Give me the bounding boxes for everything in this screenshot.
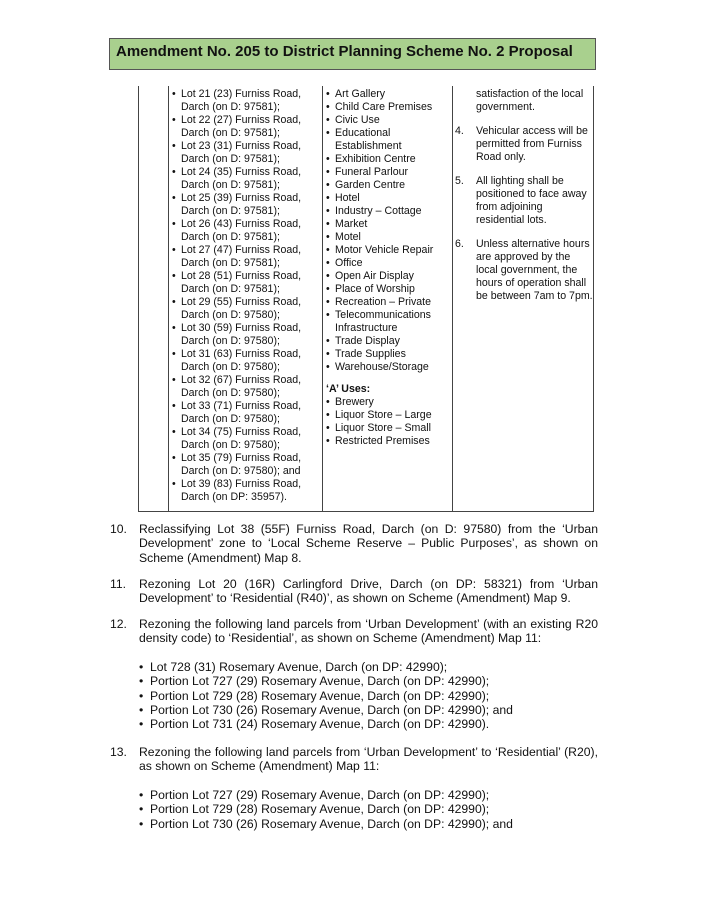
lot-item	[172, 244, 322, 270]
lot-item	[172, 426, 322, 452]
lot-line-2: Darch (on D: 97580); and	[181, 465, 301, 477]
lot-line-1: • Lot 25 (39) Furniss Road,	[181, 192, 302, 204]
condition-number: 4.	[455, 125, 464, 137]
lots-list	[172, 88, 322, 504]
parcel-item: • Portion Lot 729 (28) Rosemary Avenue, Darch (on DP: 42990);	[139, 802, 598, 816]
item-number: 13.	[110, 745, 127, 759]
lot-item	[172, 114, 322, 140]
use-item: • Child Care Premises	[326, 101, 448, 114]
condition-continued-text: satisfaction of the local government.	[476, 88, 584, 113]
lot-line-1: • Lot 35 (79) Furniss Road,	[181, 452, 302, 464]
condition-text: All lighting shall be positioned to face away from adjoining residential lots.	[476, 175, 587, 226]
use-item: • Warehouse/Storage	[326, 361, 448, 374]
lot-line-1: • Lot 31 (63) Furniss Road,	[181, 348, 302, 360]
condition-number: 5.	[455, 175, 464, 187]
lot-line-2: Darch (on D: 97580);	[181, 335, 280, 347]
use-item: • Educational Establishment	[326, 127, 448, 153]
lot-line-1: • Lot 21 (23) Furniss Road,	[181, 88, 302, 100]
lot-line-1: • Lot 28 (51) Furniss Road,	[181, 270, 302, 282]
lot-item	[172, 88, 322, 114]
lot-line-2: Darch (on D: 97580);	[181, 361, 280, 373]
lot-line-2: Darch (on D: 97580);	[181, 387, 280, 399]
lot-item	[172, 348, 322, 374]
lot-line-2: Darch (on D: 97581);	[181, 231, 280, 243]
item-12	[110, 617, 598, 732]
lot-line-1: • Lot 34 (75) Furniss Road,	[181, 426, 302, 438]
use-item: • Motel	[326, 231, 448, 244]
condition-text: Vehicular access will be permitted from Furniss Road only.	[476, 125, 588, 163]
table-divider	[168, 86, 169, 511]
table-divider	[322, 86, 323, 511]
condition-number: 6.	[455, 238, 464, 250]
lot-line-1: • Lot 22 (27) Furniss Road,	[181, 114, 302, 126]
lot-line-1: • Lot 27 (47) Furniss Road,	[181, 244, 302, 256]
use-item: • Art Gallery	[326, 88, 448, 101]
condition-item	[455, 238, 593, 303]
item-13	[110, 745, 598, 831]
lot-line-1: • Lot 23 (31) Furniss Road,	[181, 140, 302, 152]
use-item: • Office	[326, 257, 448, 270]
lot-item	[172, 218, 322, 244]
lot-line-2: Darch (on D: 97581);	[181, 179, 280, 191]
use-item: • Liquor Store – Large	[326, 409, 448, 422]
use-item: • Open Air Display	[326, 270, 448, 283]
a-uses-heading: ‘A’ Uses:	[326, 383, 371, 395]
lot-line-2: Darch (on D: 97581);	[181, 257, 280, 269]
use-item: • Funeral Parlour	[326, 166, 448, 179]
lot-line-2: Darch (on D: 97581);	[181, 205, 280, 217]
lot-line-1: • Lot 39 (83) Furniss Road,	[181, 478, 302, 490]
page-header	[109, 38, 596, 70]
lot-line-2: Darch (on D: 97581);	[181, 101, 280, 113]
parcel-item: • Portion Lot 727 (29) Rosemary Avenue, Darch (on DP: 42990);	[139, 788, 598, 802]
parcel-item: • Portion Lot 730 (26) Rosemary Avenue, Darch (on DP: 42990); and	[139, 703, 598, 717]
lot-item	[172, 140, 322, 166]
use-item: • Hotel	[326, 192, 448, 205]
parcel-item: • Lot 728 (31) Rosemary Avenue, Darch (on DP: 42990);	[139, 660, 598, 674]
lot-line-1: • Lot 32 (67) Furniss Road,	[181, 374, 302, 386]
lot-item	[172, 452, 322, 478]
lot-line-2: Darch (on D: 97581);	[181, 283, 280, 295]
use-item: • Civic Use	[326, 114, 448, 127]
lot-item	[172, 478, 322, 504]
lot-item	[172, 322, 322, 348]
item-text: Rezoning Lot 20 (16R) Carlingford Drive, Darch (on DP: 58321) from ‘Urban Development’ to ‘Residential (R40)’, as shown on Scheme (Amendment) Map 9.	[139, 577, 598, 606]
item-12-parcel-list	[139, 660, 598, 732]
conditions-list	[455, 125, 593, 303]
condition-item	[455, 125, 593, 164]
page-title: Amendment No. 205 to District Planning Scheme No. 2 Proposal	[116, 43, 573, 60]
use-item: • Motor Vehicle Repair	[326, 244, 448, 257]
use-item: • Market	[326, 218, 448, 231]
lot-line-2: Darch (on D: 97580);	[181, 309, 280, 321]
use-item: • Trade Display	[326, 335, 448, 348]
lot-line-1: • Lot 26 (43) Furniss Road,	[181, 218, 302, 230]
lot-item	[172, 166, 322, 192]
use-item: • Garden Centre	[326, 179, 448, 192]
lot-item	[172, 296, 322, 322]
parcel-item: • Portion Lot 727 (29) Rosemary Avenue, Darch (on DP: 42990);	[139, 674, 598, 688]
lots-column	[172, 88, 322, 504]
lot-item	[172, 374, 322, 400]
lot-line-1: • Lot 24 (35) Furniss Road,	[181, 166, 302, 178]
use-item: • Brewery	[326, 396, 448, 409]
lot-line-2: Darch (on D: 97580);	[181, 413, 280, 425]
lot-item	[172, 400, 322, 426]
use-item: • Industry – Cottage	[326, 205, 448, 218]
lot-line-2: Darch (on D: 97581);	[181, 153, 280, 165]
lot-item	[172, 270, 322, 296]
item-11	[110, 577, 598, 606]
lot-line-2: Darch (on DP: 35957).	[181, 491, 287, 503]
lot-line-2: Darch (on D: 97581);	[181, 127, 280, 139]
uses-column	[326, 88, 448, 448]
item-text: Rezoning the following land parcels from ‘Urban Development’ to ‘Residential’ (R20), as shown on Scheme (Amendment) Map 11:	[139, 745, 598, 774]
parcel-item: • Portion Lot 730 (26) Rosemary Avenue, Darch (on DP: 42990); and	[139, 817, 598, 831]
use-item: • Liquor Store – Small	[326, 422, 448, 435]
table-divider	[452, 86, 453, 511]
lot-line-1: • Lot 30 (59) Furniss Road,	[181, 322, 302, 334]
item-13-parcel-list	[139, 788, 598, 831]
item-number: 12.	[110, 617, 127, 631]
item-number: 10.	[110, 522, 127, 536]
zoning-table	[138, 86, 594, 512]
use-item: • Restricted Premises	[326, 435, 448, 448]
lot-line-1: • Lot 29 (55) Furniss Road,	[181, 296, 302, 308]
condition-item	[455, 175, 593, 227]
item-text: Reclassifying Lot 38 (55F) Furniss Road, Darch (on D: 97580) from the ‘Urban Development’ zone to ‘Local Scheme Reserve – Public Purposes’, as shown on Scheme (Amendment) Map 8.	[139, 522, 598, 565]
lot-line-2: Darch (on D: 97580);	[181, 439, 280, 451]
a-uses-list	[326, 396, 448, 448]
use-item: • Place of Worship	[326, 283, 448, 296]
item-10	[110, 522, 598, 565]
use-item: • Telecommunications Infrastructure	[326, 309, 448, 335]
parcel-item: • Portion Lot 729 (28) Rosemary Avenue, Darch (on DP: 42990);	[139, 689, 598, 703]
use-item: • Trade Supplies	[326, 348, 448, 361]
parcel-item: • Portion Lot 731 (24) Rosemary Avenue, Darch (on DP: 42990).	[139, 717, 598, 731]
use-item: • Recreation – Private	[326, 296, 448, 309]
item-text: Rezoning the following land parcels from ‘Urban Development’ (with an existing R20 density code) to ‘Residential’, as shown on Scheme (Amendment) Map 11:	[139, 617, 598, 646]
p-uses-list	[326, 88, 448, 374]
condition-text: Unless alternative hours are approved by the local government, the hours of operation shall be between 7am to 7pm.	[476, 238, 593, 302]
use-item: • Exhibition Centre	[326, 153, 448, 166]
lot-item	[172, 192, 322, 218]
item-number: 11.	[110, 577, 127, 591]
lot-line-1: • Lot 33 (71) Furniss Road,	[181, 400, 302, 412]
conditions-column	[455, 88, 593, 303]
